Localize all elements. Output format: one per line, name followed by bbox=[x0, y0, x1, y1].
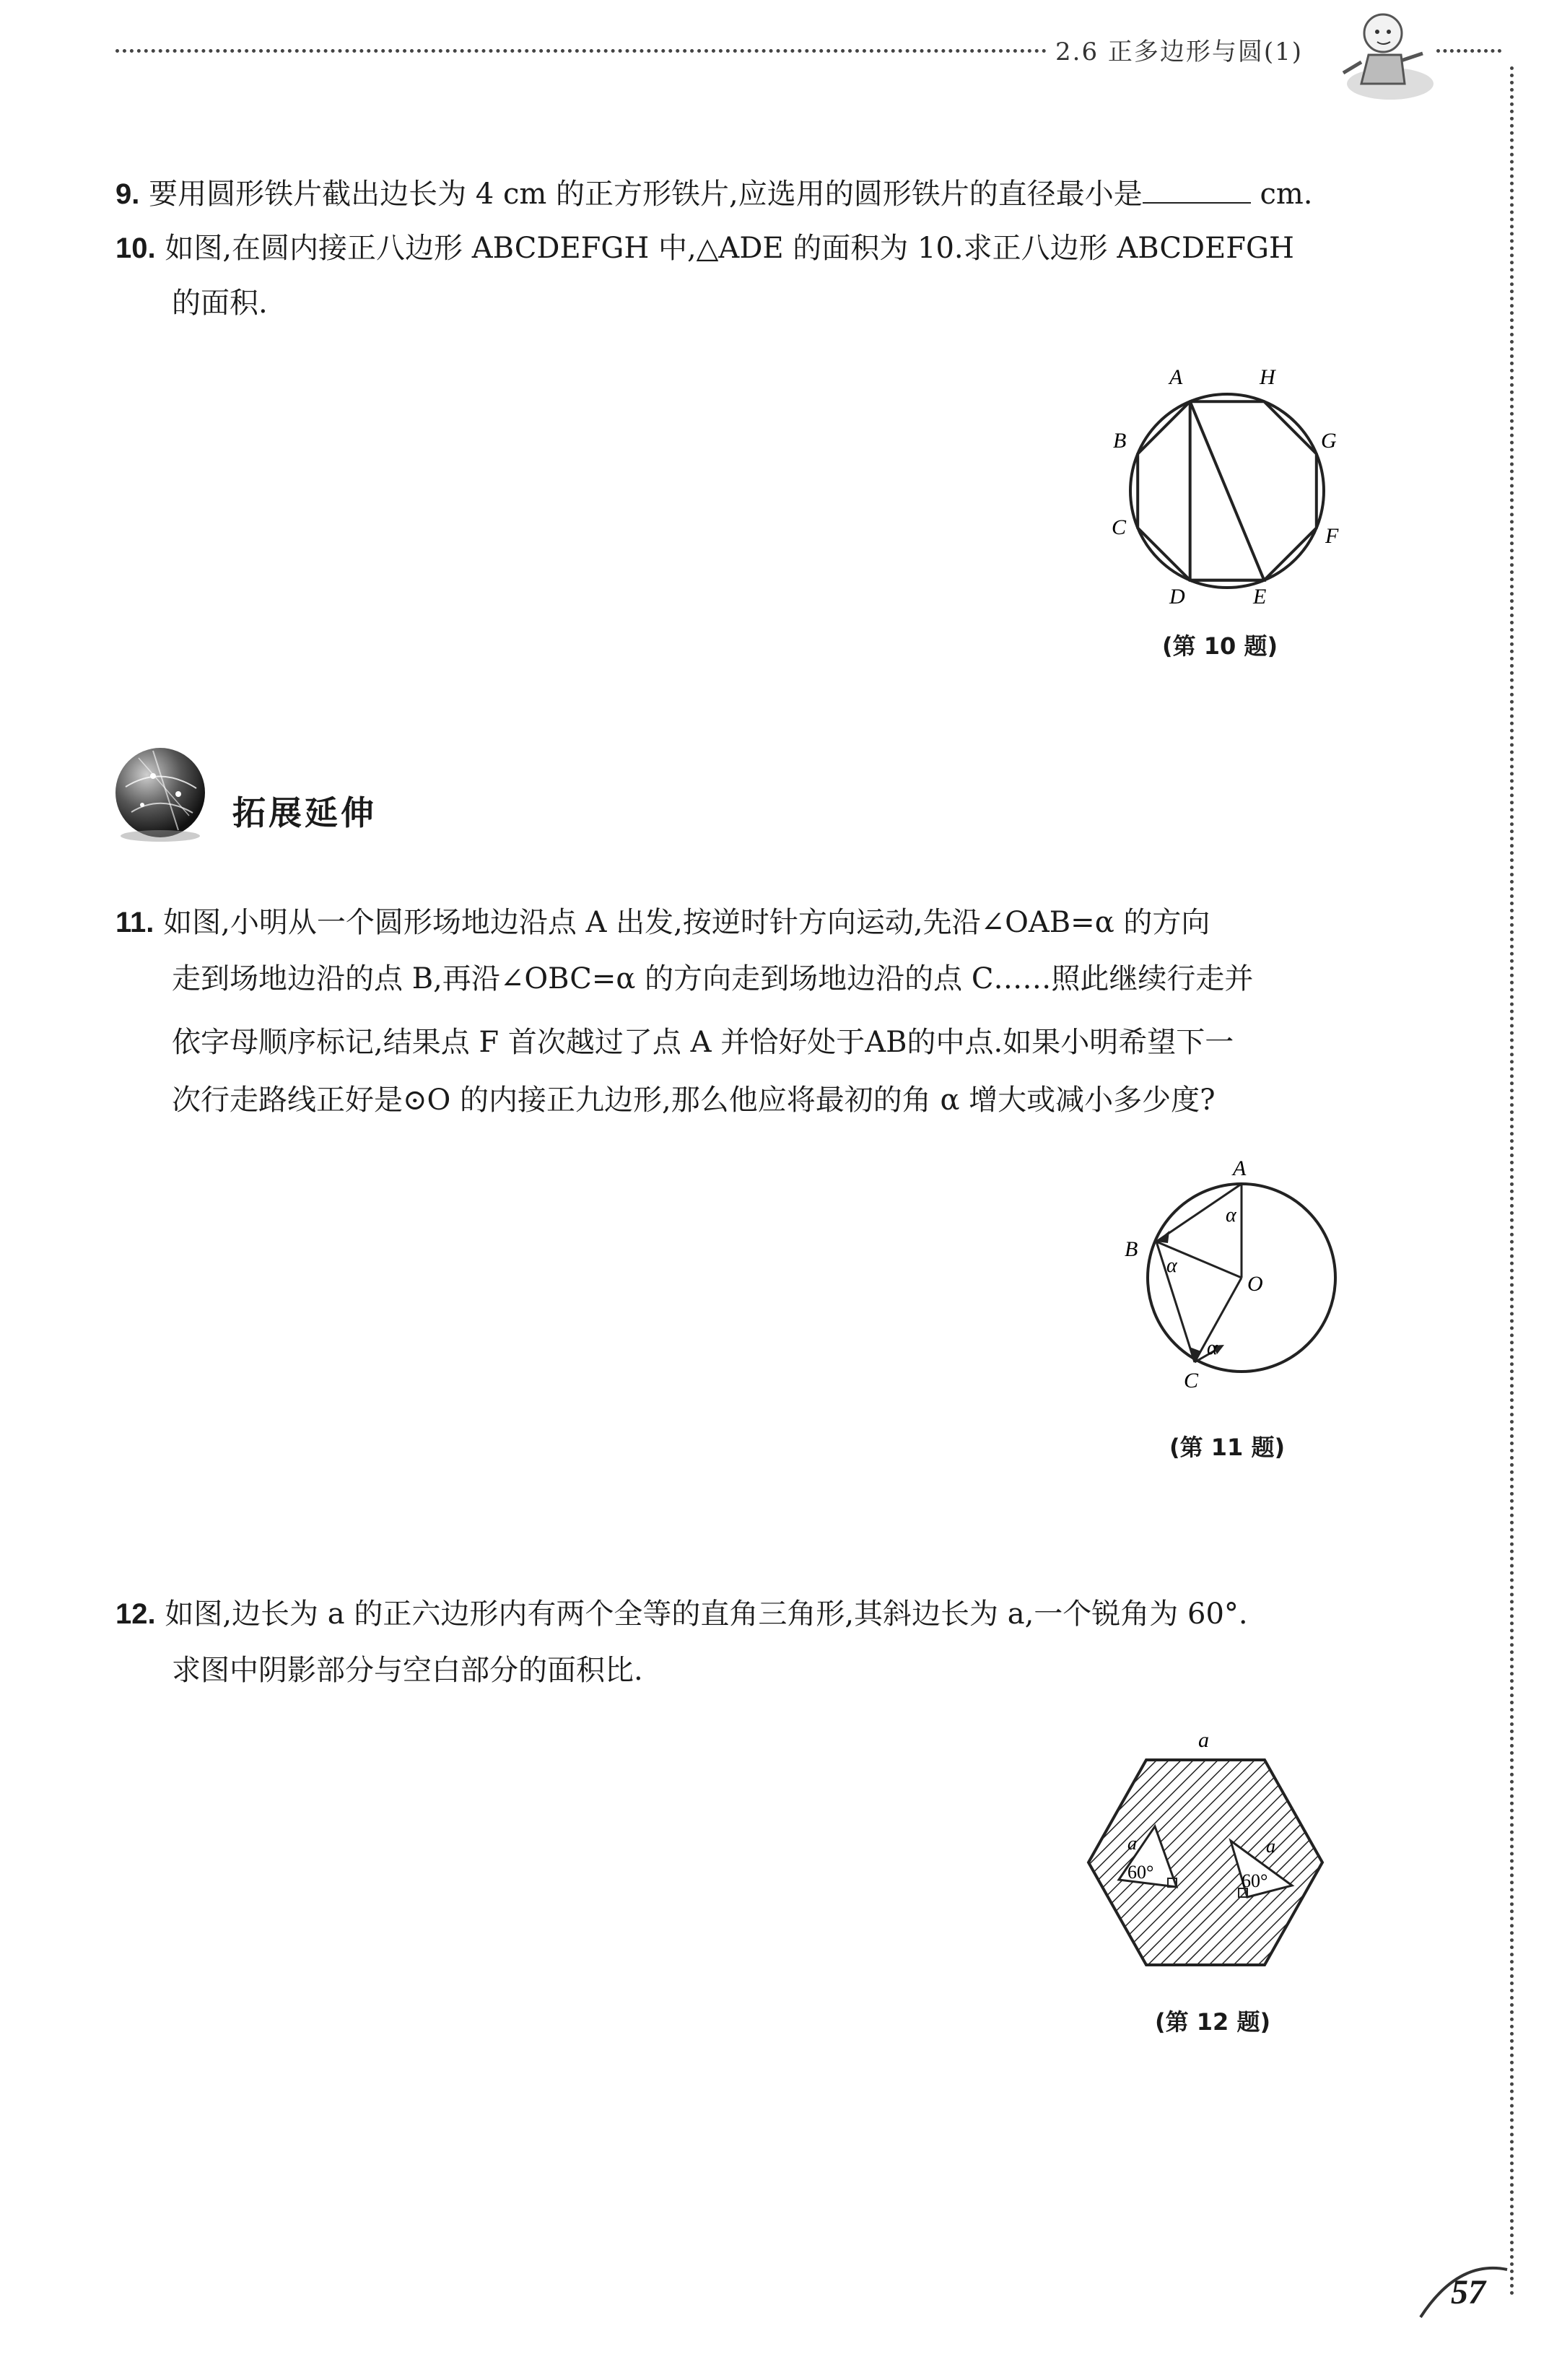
question-number: 9. bbox=[115, 178, 140, 210]
question-number: 11. bbox=[115, 907, 154, 938]
vertex-label-h: H bbox=[1260, 365, 1275, 389]
hypotenuse-label-a-right: a bbox=[1266, 1836, 1275, 1857]
vertex-label-f: F bbox=[1325, 524, 1339, 548]
vertex-label-a: A bbox=[1169, 365, 1183, 389]
vertex-label-d: D bbox=[1169, 585, 1185, 609]
question-10-line-2: 的面积. bbox=[172, 287, 268, 320]
question-10 bbox=[115, 234, 1294, 263]
question-text-line-1: 如图,在圆内接正八边形 ABCDEFGH 中,△ADE 的面积为 10.求正八边形 ABCDEFGH bbox=[165, 232, 1294, 265]
question-11 bbox=[115, 908, 1210, 937]
figure-11-circle-path bbox=[1112, 1155, 1350, 1400]
vertex-label-e: E bbox=[1253, 585, 1267, 609]
question-text-line-1: 如图,边长为 a 的正六边形内有两个全等的直角三角形,其斜边长为 a,一个锐角为 60°. bbox=[165, 1597, 1248, 1631]
question-12-line-2: 求图中阴影部分与空白部分的面积比. bbox=[172, 1654, 643, 1687]
hypotenuse-label-a-left: a bbox=[1127, 1833, 1137, 1854]
point-label-c: C bbox=[1184, 1369, 1199, 1392]
question-text-line-1: 如图,小明从一个圆形场地边沿点 A 出发,按逆时针方向运动,先沿∠OAB=α 的方向 bbox=[163, 906, 1210, 939]
globe-icon bbox=[110, 744, 211, 845]
question-number: 10. bbox=[115, 232, 156, 264]
side-label-a: a bbox=[1198, 1728, 1209, 1752]
vertex-label-g: G bbox=[1321, 429, 1337, 453]
point-label-o: O bbox=[1247, 1272, 1263, 1296]
section-title: 拓展延伸 bbox=[232, 793, 377, 832]
question-unit: cm. bbox=[1260, 178, 1313, 211]
question-11-line-4: 次行走路线正好是⊙O 的内接正九边形,那么他应将最初的角 α 增大或减小多少度? bbox=[172, 1084, 1216, 1117]
angle-label-alpha-2: α bbox=[1166, 1255, 1177, 1277]
figure-10-octagon bbox=[1097, 361, 1357, 621]
header-section-title: 2.6 正多边形与圆(1) bbox=[1055, 38, 1304, 66]
question-11-line-3: 依字母顺序标记,结果点 F 首次越过了点 A 并恰好处于AB的中点.如果小明希望下一 bbox=[172, 1026, 1234, 1059]
header-dotted-rule-right bbox=[1436, 49, 1501, 53]
question-11-line-2: 走到场地边沿的点 B,再沿∠OBC=α 的方向走到场地边沿的点 C……照此继续行走并 bbox=[172, 962, 1254, 995]
page-side-dotted-rule bbox=[1510, 66, 1514, 2297]
figure-10-caption: (第 10 题) bbox=[1162, 632, 1278, 660]
answer-blank[interactable] bbox=[1143, 178, 1251, 204]
question-number: 12. bbox=[115, 1598, 156, 1630]
point-label-b: B bbox=[1125, 1237, 1138, 1261]
question-9 bbox=[115, 178, 1312, 209]
point-label-a: A bbox=[1233, 1156, 1247, 1180]
question-12 bbox=[115, 1597, 1248, 1631]
mascot-icon bbox=[1332, 4, 1441, 113]
header-dotted-rule bbox=[115, 49, 1047, 53]
vertex-label-c: C bbox=[1112, 515, 1127, 539]
angle-label-alpha-3: α bbox=[1207, 1337, 1218, 1359]
page-number: 57 bbox=[1451, 2273, 1485, 2311]
figure-12-hexagon bbox=[1068, 1725, 1343, 1985]
angle-label-60-right: 60° bbox=[1242, 1870, 1268, 1891]
angle-label-alpha-1: α bbox=[1226, 1204, 1236, 1226]
figure-11-caption: (第 11 题) bbox=[1169, 1434, 1286, 1461]
figure-12-caption: (第 12 题) bbox=[1155, 2008, 1271, 2036]
vertex-label-b: B bbox=[1113, 429, 1127, 453]
question-text: 要用圆形铁片截出边长为 4 cm 的正方形铁片,应选用的圆形铁片的直径最小是 bbox=[149, 178, 1143, 211]
angle-label-60-left: 60° bbox=[1127, 1862, 1154, 1883]
